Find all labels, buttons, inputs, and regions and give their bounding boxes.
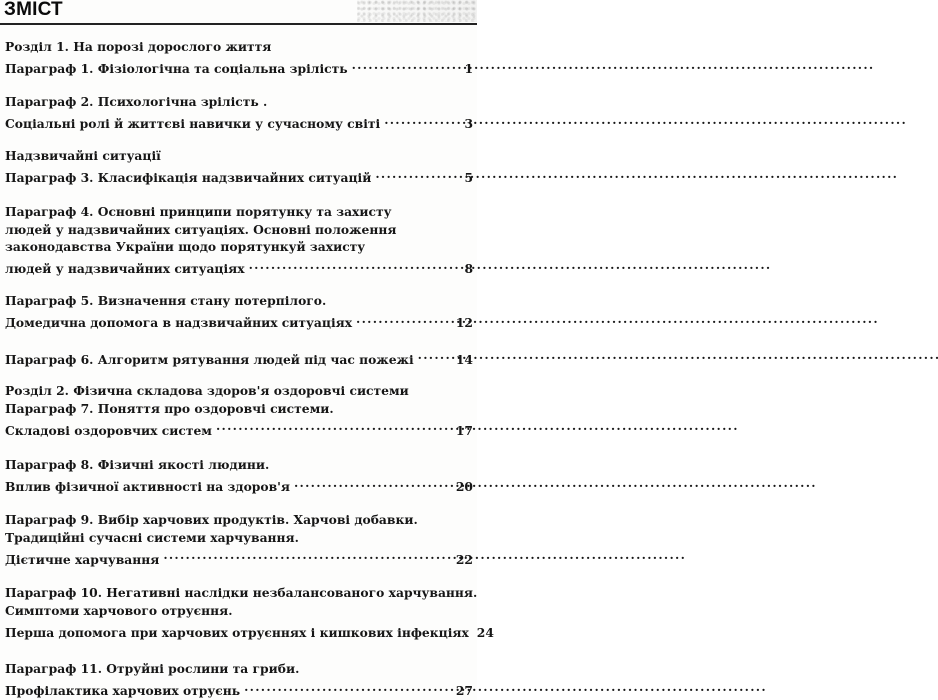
scan-noise (357, 0, 477, 22)
entry-line: Вплив фізичної активності на здоров'я (5, 479, 290, 494)
dot-leader (418, 346, 452, 364)
entry-final-line (5, 546, 473, 568)
dot-leader (249, 256, 459, 274)
dot-leader (216, 417, 452, 435)
entry-line: Симптоми харчового отруєння. (5, 602, 233, 618)
entry-line: Дієтичне харчування (5, 551, 160, 567)
entry-line: Розділ 1. На порозі дорослого життя (5, 39, 272, 54)
entry-final-line (5, 619, 494, 641)
entry-line: Параграф 3. Класифікація надзвичайних ситуацій (5, 170, 372, 185)
entry-final-line (5, 111, 473, 133)
dot-leader (375, 165, 459, 183)
entry-line: Параграф 11. Отруйні рослини та гриби. (5, 661, 300, 676)
page-number: 12 (455, 315, 473, 330)
entry-line: Складові оздоровчих систем (5, 422, 212, 438)
page-number: 17 (455, 422, 473, 438)
page-number: 3 (464, 116, 473, 131)
page-number: 20 (455, 479, 473, 494)
toc-entry (5, 147, 473, 187)
entry-final-line (5, 417, 473, 439)
entry-final-line (5, 256, 473, 278)
entry-line: Параграф 5. Визначення стану потерпілого. (5, 293, 327, 308)
entry-line: Параграф 1. Фізіологічна та соціальна зрілість (5, 61, 348, 76)
entry-line: Соціальні ролі й життєві навички у сучасному світі (5, 116, 381, 131)
page-title: ЗМІСТ (4, 0, 63, 20)
toc-entry (5, 292, 473, 332)
toc-entry (5, 93, 473, 133)
entry-line: Параграф 10. Негативні наслідки незбалансованого харчування. (5, 585, 478, 600)
page-number: 1 (464, 61, 473, 76)
entry-line: людей у надзвичайних ситуаціях. Основні положення (5, 221, 397, 237)
entry-final-line (5, 474, 473, 496)
page-number: 22 (455, 551, 473, 567)
entry-line: Профілактика харчових отруєнь (5, 683, 241, 698)
entry-final-line (5, 678, 473, 700)
entry-line: Перша допомога при харчових отруєннях і кишкових інфекціях (5, 624, 469, 640)
entry-final-line (5, 165, 473, 187)
entry-line: Параграф 7. Поняття про оздоровчі системи. (5, 400, 334, 416)
page-number: 14 (455, 351, 473, 367)
toc-entry (5, 511, 473, 568)
toc-entry (5, 660, 473, 700)
entry-line: Розділ 2. Фізична складова здоров'я оздоровчі системи (5, 383, 409, 398)
page-number: 8 (464, 261, 473, 276)
toc-entry (5, 203, 473, 278)
entry-final-line (5, 346, 473, 368)
toc-entry (5, 346, 473, 368)
entry-line: Параграф 9. Вибір харчових продуктів. Харчові добавки. (5, 512, 418, 527)
page-number: 24 (476, 624, 494, 640)
toc-entry (5, 456, 473, 496)
title-divider (0, 23, 477, 25)
dot-leader (244, 678, 452, 696)
dot-leader (352, 56, 459, 74)
dot-leader (294, 474, 452, 492)
entry-line: Параграф 6. Алгоритм рятування людей під час пожежі (5, 351, 414, 367)
dot-leader (163, 546, 452, 564)
toc-entry (5, 38, 473, 78)
entry-line: людей у надзвичайних ситуаціях (5, 261, 245, 276)
entry-line: Домедична допомога в надзвичайних ситуаціях (5, 315, 353, 330)
dot-leader (356, 310, 452, 328)
entry-line: Параграф 4. Основні принципи порятунку та захисту (5, 204, 392, 219)
entry-line: законодавства України щодо порятункуй захисту (5, 239, 366, 254)
entry-line: Параграф 2. Психологічна зрілість . (5, 94, 268, 109)
entry-final-line (5, 310, 473, 332)
page-number: 5 (464, 170, 473, 185)
entry-line: Надзвичайні ситуації (5, 148, 161, 163)
dot-leader (384, 111, 459, 129)
page-number: 27 (455, 683, 473, 698)
toc-entry (5, 584, 494, 641)
entry-line: Традиційні сучасні системи харчування. (5, 529, 299, 545)
toc-entry (5, 382, 473, 439)
entry-line: Параграф 8. Фізичні якості людини. (5, 457, 270, 472)
entry-final-line (5, 56, 473, 78)
